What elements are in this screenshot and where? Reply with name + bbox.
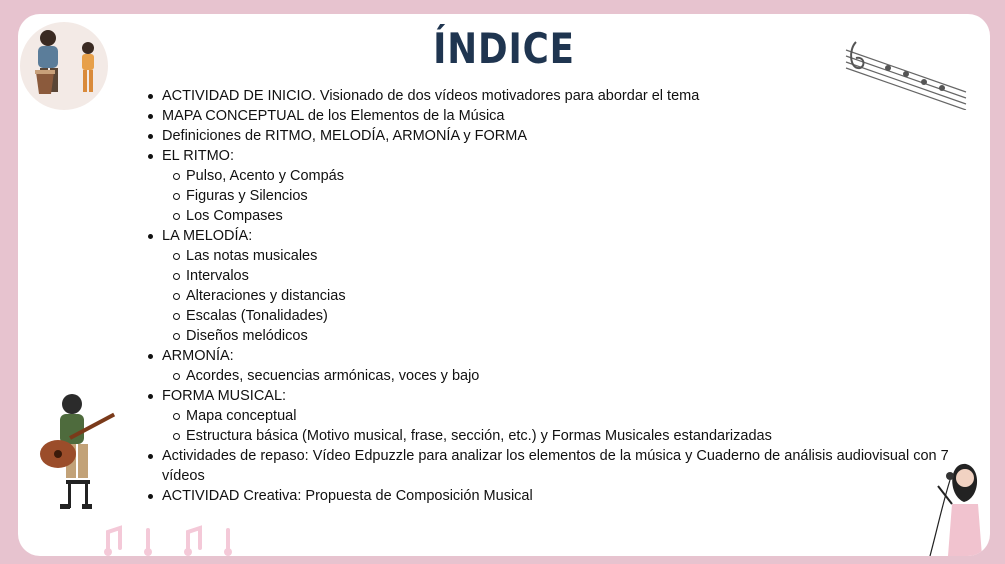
sub-list-item: Diseños melódicos [186,326,954,346]
sub-list-item: Escalas (Tonalidades) [186,306,954,326]
list-item [154,106,954,126]
list-item-text: MAPA CONCEPTUAL de los Elementos de la Música [162,108,505,124]
list-item [154,86,954,106]
list-item [154,126,954,146]
list-item-text: ARMONÍA: [162,348,234,364]
list-item [154,146,954,226]
index-list [154,86,954,506]
list-item [154,446,954,486]
sub-list-item: Los Compases [186,206,954,226]
sub-list-item: Acordes, secuencias armónicas, voces y bajo [186,366,954,386]
guitar-player-illustration [30,386,125,511]
sub-list-item: Intervalos [186,266,954,286]
list-item [154,346,954,386]
sub-list-item: Figuras y Silencios [186,186,954,206]
sub-list [186,366,954,386]
list-item [154,226,954,346]
sub-list [186,246,954,346]
list-item [154,486,954,506]
sub-list-item: Mapa conceptual [186,406,954,426]
list-item-text: EL RITMO: [162,148,234,164]
sub-list-item: Pulso, Acento y Compás [186,166,954,186]
list-item-text: Actividades de repaso: Vídeo Edpuzzle para analizar los elementos de la música y Cuaderno de análisis audiovisual con 7 vídeos [162,448,949,484]
music-notes-decoration [98,522,278,556]
sub-list-item: Las notas musicales [186,246,954,266]
sub-list-item: Alteraciones y distancias [186,286,954,306]
sub-list [186,406,954,446]
list-item-text: LA MELODÍA: [162,228,253,244]
list-item-text: ACTIVIDAD Creativa: Propuesta de Composición Musical [162,488,533,504]
list-item-text: ACTIVIDAD DE INICIO. Visionado de dos vídeos motivadores para abordar el tema [162,88,700,104]
sub-list [186,166,954,226]
slide-title: ÍNDICE [433,24,575,73]
list-item-text: FORMA MUSICAL: [162,388,287,404]
list-item [154,386,954,446]
sub-list-item: Estructura básica (Motivo musical, frase, sección, etc.) y Formas Musicales estandarizadas [186,426,954,446]
slide-card [18,14,990,556]
list-item-text: Definiciones de RITMO, MELODÍA, ARMONÍA y FORMA [162,128,527,144]
